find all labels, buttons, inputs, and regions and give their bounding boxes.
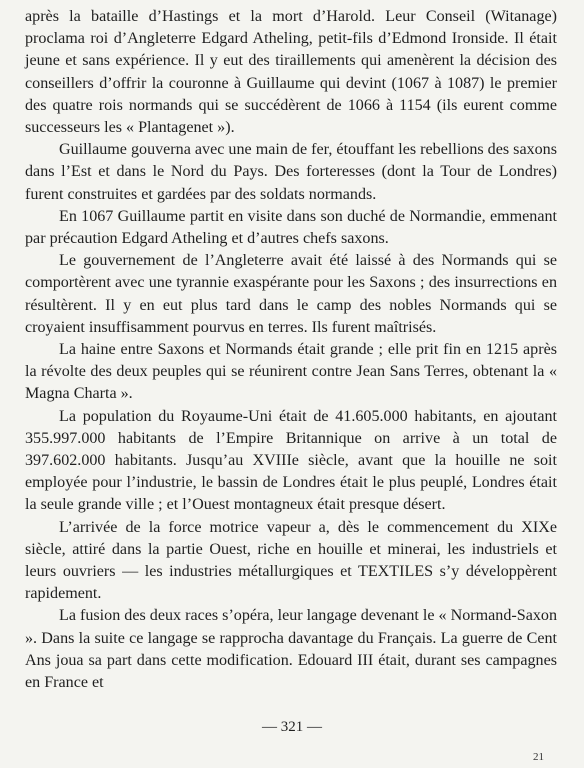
body-text <box>25 6 557 694</box>
paragraph-2: Guillaume gouverna avec une main de fer, étouffant les rebellions des saxons dans l’Est et dans le Nord du Pays. Des forteresses (dont la Tour de Londres) furent construites et gardées par des soldats normands. <box>25 141 557 203</box>
paragraph-4: Le gouvernement de l’Angleterre avait été laissé à des Normands qui se comportèrent avec une tyrannie exaspérante pour les Saxons ; des insurrections en résultèrent. Il y en eut plus tard dans le camp des nobles Normands qui se croyaient insuffisamment pourvus en terres. Ils furent maîtrisés. <box>25 252 557 336</box>
paragraph-3: En 1067 Guillaume partit en visite dans son duché de Normandie, emmenant par précaution Edgard Atheling et d’autres chefs saxons. <box>25 207 557 248</box>
paragraph-7: L’arrivée de la force motrice vapeur a, dès le commencement du XIXe siècle, attiré dans la partie Ouest, riche en houille et minerai, les industriels et leurs ouvriers — les industries métallurgiques et TEXTILES s’y développèrent rapidement. <box>25 518 557 603</box>
page-number: — 321 — <box>262 719 322 735</box>
paragraph-6: La population du Royaume-Uni était de 41.605.000 habitants, en ajoutant 355.997.000 habitants de l’Empire Britannique on arrive à un total de 397.602.000 habitants. Jusqu’au XVIIIe siècle, avant que la houille ne soit employée pour l’industrie, le bassin de Londres était le plus peuplé, Londres était la seule grande ville ; et l’Ouest montagneux était presque désert. <box>25 407 557 514</box>
paragraph-5: La haine entre Saxons et Normands était grande ; elle prit fin en 1215 après la révolte des deux peuples qui se réunirent contre Jean Sans Terres, obtenant la « Magna Charta ». <box>25 341 557 403</box>
signature-mark: 21 <box>533 751 544 763</box>
paragraph-8: La fusion des deux races s’opéra, leur langage devenant le « Normand-Saxon ». Dans la suite ce langage se rapprocha davantage du Français. La guerre de Cent Ans joua sa part dans cette modification. Edouard III était, durant ses campagnes en France et <box>25 607 557 692</box>
paragraph-1: après la bataille d’Hastings et la mort d’Harold. Leur Conseil (Witanage) proclama roi d’Angleterre Edgard Atheling, petit-fils d’Edmond Ironside. Il était jeune et sans expérience. Il y eut des tiraillements qui amenèrent la décision des conseillers d’offrir la couronne à Guillaume qui devint (1067 à 1087) le premier des quatre rois normands qui se succédèrent de 1066 à 1154 (ils eurent comme successeurs les « Plantagenet »). <box>25 8 557 137</box>
